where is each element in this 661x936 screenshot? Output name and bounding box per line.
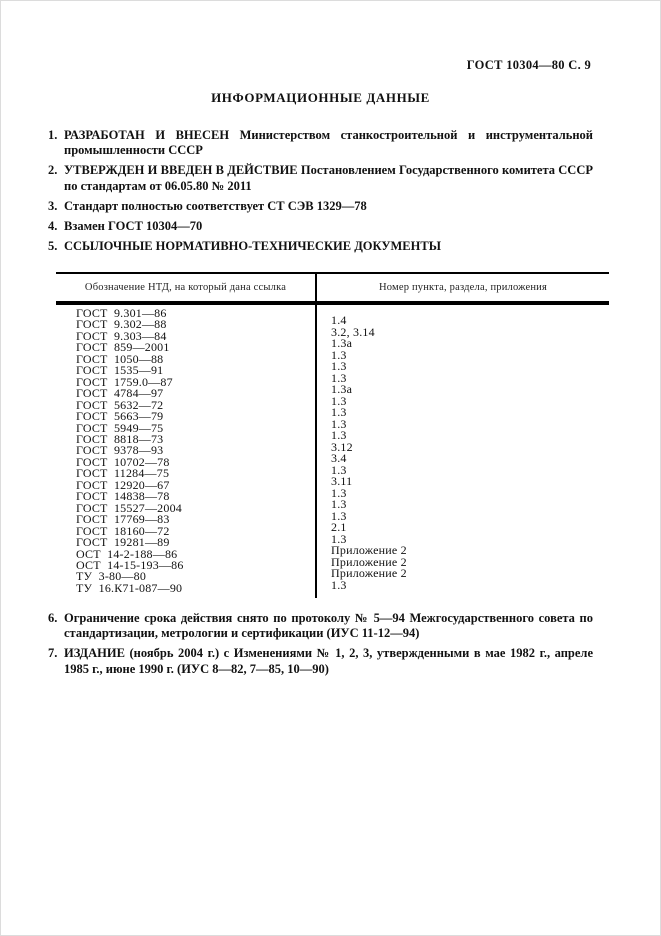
clause-cell: 3.12 bbox=[331, 439, 353, 454]
designation-cell: ГОСТ 15527—2004 bbox=[76, 500, 182, 515]
numbered-item bbox=[48, 163, 593, 193]
clause-cell: 1.3 bbox=[331, 497, 347, 511]
designation-cell: ГОСТ 9.302—88 bbox=[76, 317, 167, 332]
designation-cell: ГОСТ 8818—73 bbox=[76, 431, 164, 446]
clause-cell: 1.3 bbox=[331, 508, 347, 523]
numbered-item bbox=[48, 199, 593, 214]
page-header: ГОСТ 10304—80 С. 9 bbox=[466, 58, 591, 72]
item-text: ИЗДАНИЕ (ноябрь 2004 г.) с Изменениями № 1, 2, 3, утвержденными в мае 1982 г., апреле 1985 г., июне 1990 г. (ИУС 8—82, 7—85, 10—90) bbox=[64, 646, 593, 676]
clause-cell: 1.3 bbox=[331, 416, 347, 431]
designation-cell: ГОСТ 5632—72 bbox=[76, 397, 164, 412]
column-header-designation: Обозначение НТД, на который дана ссылка bbox=[56, 274, 317, 301]
designation-cell: ОСТ 14-15-193—86 bbox=[76, 557, 184, 572]
clause-cell: 1.3 bbox=[331, 531, 347, 546]
clause-cell: 1.3 bbox=[331, 370, 347, 385]
clause-cell: 3.11 bbox=[331, 474, 353, 488]
clause-cell: 1.3а bbox=[331, 382, 353, 396]
designation-cell: ГОСТ 9.301—86 bbox=[76, 306, 167, 320]
item-number: 1. bbox=[48, 128, 58, 142]
clause-cell: 1.3 bbox=[331, 405, 347, 419]
designation-cell: ГОСТ 11284—75 bbox=[76, 466, 170, 481]
info-items-top bbox=[48, 128, 593, 259]
designation-cell: ГОСТ 14838—78 bbox=[76, 489, 170, 504]
clause-cell: 1.3 bbox=[331, 359, 347, 373]
clause-cell: 1.3а bbox=[331, 336, 353, 350]
designation-cell: ГОСТ 5949—75 bbox=[76, 420, 164, 435]
item-number: 5. bbox=[48, 239, 58, 254]
page-title: ИНФОРМАЦИОННЫЕ ДАННЫЕ bbox=[211, 90, 430, 105]
numbered-item bbox=[48, 128, 593, 158]
clause-cell: 3.4 bbox=[331, 451, 347, 465]
clause-cell: 1.3 bbox=[331, 347, 347, 362]
item-text: РАЗРАБОТАН И ВНЕСЕН Министерством станкостроительной и инструментальной промышленности СССР bbox=[64, 128, 593, 158]
designation-cell: ГОСТ 1535—91 bbox=[76, 363, 164, 378]
item-text: Ограничение срока действия снято по протоколу № 5—94 Межгосударственного совета по стандартизации, метрологии и сертификации (ИУС 11-12—94) bbox=[64, 611, 593, 641]
clause-cell: 1.3 bbox=[331, 577, 347, 592]
item-text: ССЫЛОЧНЫЕ НОРМАТИВНО-ТЕХНИЧЕСКИЕ ДОКУМЕНТЫ bbox=[64, 239, 441, 254]
item-text: Взамен ГОСТ 10304—70 bbox=[64, 219, 203, 234]
item-text: УТВЕРЖДЕН И ВВЕДЕН В ДЕЙСТВИЕ Постановлением Государственного комитета СССР по стандартам от 06.05.80 № 2011 bbox=[64, 163, 593, 193]
designation-cell: ГОСТ 859—2001 bbox=[76, 340, 170, 355]
designation-cell: ГОСТ 5663—79 bbox=[76, 409, 164, 424]
clause-cell: 1.3 bbox=[331, 485, 347, 500]
clause-column bbox=[317, 305, 609, 598]
designation-cell: ГОСТ 1759.0—87 bbox=[76, 374, 173, 389]
designation-cell: ОСТ 14-2-188—86 bbox=[76, 546, 178, 561]
numbered-item bbox=[48, 239, 593, 254]
designation-cell: ГОСТ 4784—97 bbox=[76, 386, 164, 401]
item-text: Стандарт полностью соответствует СТ СЭВ 1329—78 bbox=[64, 198, 367, 213]
designation-column bbox=[56, 305, 317, 598]
designation-cell: ГОСТ 19281—89 bbox=[76, 535, 170, 550]
designation-cell: ГОСТ 17769—83 bbox=[76, 512, 170, 527]
item-number: 2. bbox=[48, 163, 58, 178]
numbered-item bbox=[48, 611, 593, 641]
references-table bbox=[56, 272, 609, 598]
info-items-bottom bbox=[48, 611, 593, 682]
item-number: 4. bbox=[48, 219, 58, 234]
clause-cell: Приложение 2 bbox=[331, 566, 407, 580]
designation-cell: ГОСТ 9.303—84 bbox=[76, 328, 167, 343]
numbered-item bbox=[48, 646, 593, 676]
clause-cell: 1.3 bbox=[331, 462, 347, 477]
clause-cell: 2.1 bbox=[331, 520, 347, 534]
designation-cell: ГОСТ 1050—88 bbox=[76, 351, 164, 366]
column-header-clause: Номер пункта, раздела, приложения bbox=[378, 282, 548, 293]
table-body bbox=[56, 305, 609, 598]
clause-cell: 1.3 bbox=[331, 393, 347, 408]
designation-cell: ГОСТ 10702—78 bbox=[76, 454, 170, 469]
designation-cell: ТУ 16.К71-087—90 bbox=[76, 580, 183, 595]
clause-cell: Приложение 2 bbox=[331, 554, 407, 569]
designation-cell: ГОСТ 18160—72 bbox=[76, 523, 170, 538]
clause-cell: Приложение 2 bbox=[331, 543, 407, 557]
item-number: 6. bbox=[48, 611, 58, 625]
item-number: 7. bbox=[48, 646, 58, 661]
designation-cell: ГОСТ 12920—67 bbox=[76, 477, 170, 492]
numbered-item bbox=[48, 219, 593, 234]
clause-cell: 3.2, 3.14 bbox=[331, 324, 375, 339]
clause-cell: 1.4 bbox=[331, 313, 347, 327]
designation-cell: ТУ 3-80—80 bbox=[76, 569, 147, 584]
designation-cell: ГОСТ 9378—93 bbox=[76, 443, 164, 458]
table-header-row bbox=[56, 274, 609, 301]
item-number: 3. bbox=[48, 198, 58, 213]
clause-cell: 1.3 bbox=[331, 428, 347, 442]
